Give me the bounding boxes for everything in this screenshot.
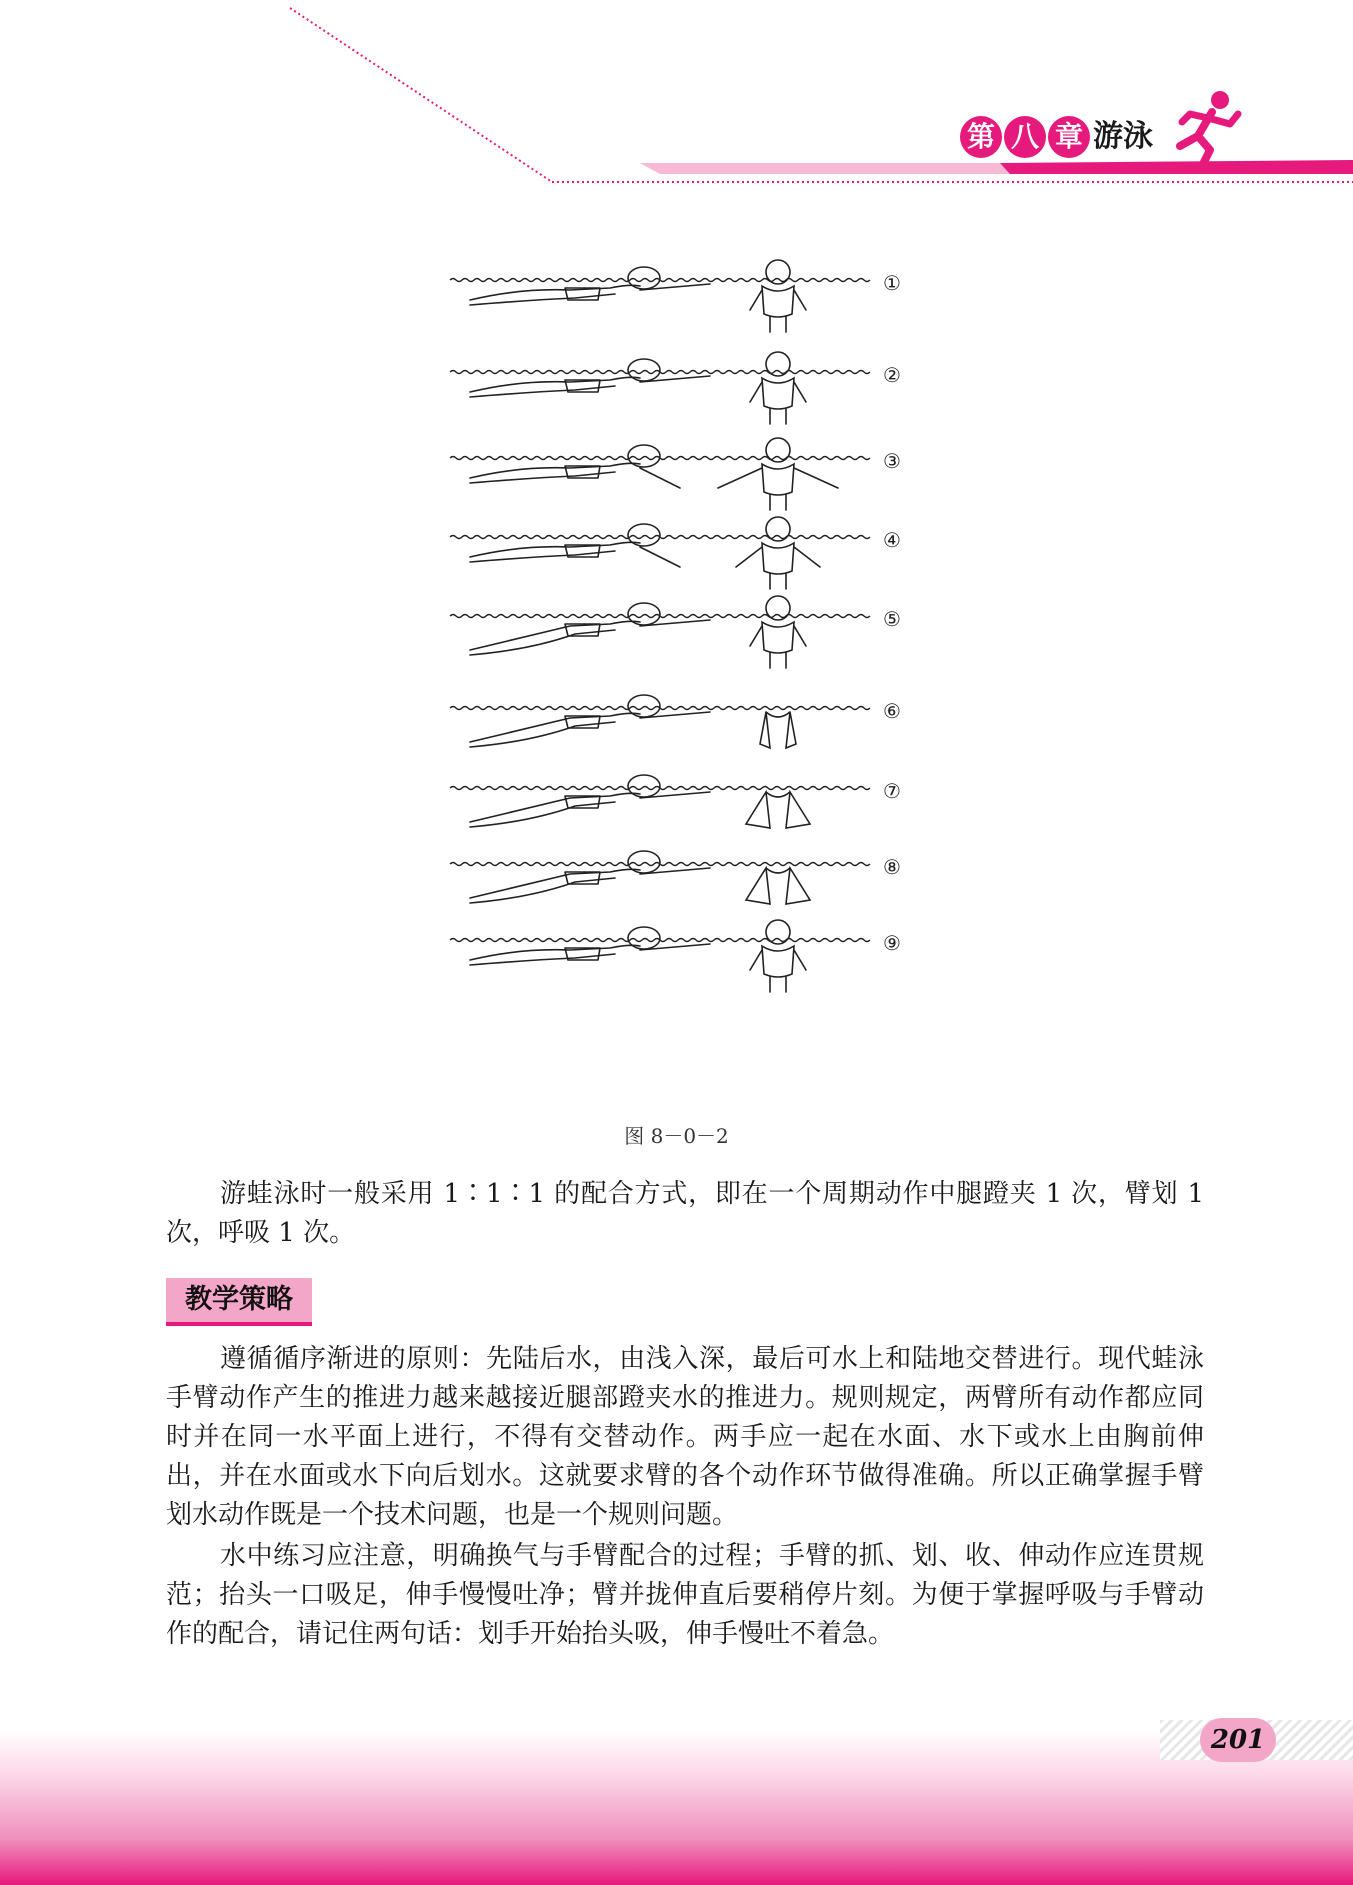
step-number: ⑥ <box>883 699 901 723</box>
front-hips <box>766 712 790 717</box>
stroke-step-4 <box>450 517 901 589</box>
front-left-arm <box>736 547 762 567</box>
swimmer-body <box>470 945 640 960</box>
front-left-arm <box>750 290 762 310</box>
page-number: 201 <box>1200 1718 1276 1762</box>
front-right-arm <box>794 290 806 310</box>
front-right-leg <box>786 868 810 904</box>
stroke-step-6 <box>450 695 901 748</box>
front-torso <box>762 946 794 977</box>
front-view-swimmer <box>750 260 806 332</box>
front-head <box>766 352 790 376</box>
swimmer-legs <box>470 722 615 747</box>
swimmer-body <box>470 285 640 300</box>
step-number: ① <box>883 271 901 295</box>
front-left-leg <box>760 712 770 748</box>
front-hips <box>766 792 790 797</box>
side-view-swimmer <box>470 775 710 827</box>
chapter-title: 游泳 <box>1093 119 1153 154</box>
swimmer-arm <box>640 792 710 798</box>
front-head <box>766 260 790 284</box>
swimmer-arm <box>640 868 710 874</box>
front-view-swimmer <box>750 352 806 424</box>
swimmer-legs <box>470 630 615 655</box>
front-view-swimmer <box>750 596 806 668</box>
stroke-step-9 <box>450 920 901 992</box>
stroke-step-3 <box>450 438 901 510</box>
front-right-arm <box>794 468 838 488</box>
front-right-leg <box>786 792 810 828</box>
swimmer-legs <box>470 802 615 827</box>
swimmer-body <box>470 869 640 898</box>
front-left-arm <box>750 382 762 402</box>
side-view-swimmer <box>470 695 710 747</box>
front-view-swimmer <box>760 712 796 748</box>
swimmer-arm <box>640 468 680 488</box>
chapter-char-3: 章 <box>1048 116 1090 158</box>
strategy-paragraph-2: 水中练习应注意，明确换气与手臂配合的过程；手臂的抓、划、收、伸动作应连贯规范；抬头一口吸足，伸手慢慢吐净；臂并拢伸直后要稍停片刻。为便于掌握呼吸与手臂动作的配合，请记住两句话：划手开始抬头吸，伸手慢吐不着急。 <box>166 1541 1204 1649</box>
front-legs <box>770 573 786 589</box>
step-number: ⑤ <box>883 607 901 631</box>
swimmer-arm <box>640 547 680 567</box>
front-right-arm <box>794 547 820 567</box>
side-view-swimmer <box>470 927 710 965</box>
front-right-arm <box>794 382 806 402</box>
front-right-arm <box>794 950 806 970</box>
front-torso <box>762 286 794 317</box>
front-left-arm <box>750 626 762 646</box>
front-legs <box>770 494 786 510</box>
swimmer-arm <box>640 712 710 718</box>
front-legs <box>770 408 786 424</box>
swimmer-arm <box>640 284 710 290</box>
front-torso <box>762 378 794 409</box>
side-view-swimmer <box>470 445 680 488</box>
side-view-swimmer <box>470 603 710 655</box>
front-legs <box>770 316 786 332</box>
stroke-step-7 <box>450 775 901 828</box>
front-view-swimmer <box>746 868 810 904</box>
front-head <box>766 920 790 944</box>
swimmer-body <box>470 542 640 557</box>
step-number: ⑧ <box>883 855 901 879</box>
front-right-arm <box>794 626 806 646</box>
chapter-char-2: 八 <box>1004 116 1046 158</box>
front-head <box>766 438 790 462</box>
front-view-swimmer <box>750 920 806 992</box>
figure-caption: 图 8－0－2 <box>624 1124 729 1148</box>
front-hips <box>766 868 790 873</box>
front-left-arm <box>718 468 762 488</box>
swimmer-arm <box>640 620 710 626</box>
strategy-paragraph-1: 遵循循序渐进的原则：先陆后水，由浅入深，最后可水上和陆地交替进行。现代蛙泳手臂动作产生的推进力越来越接近腿部蹬夹水的推进力。规则规定，两臂所有动作都应同时并在同一水平面上进行，不得有交替动作。两手应一起在水面、水下或水上由胸前伸出，并在水面或水下向后划水。这就要求臂的各个动作环节做得准确。所以正确掌握手臂划水动作既是一个技术问题，也是一个规则问题。 <box>166 1344 1204 1530</box>
side-view-swimmer <box>470 851 710 903</box>
front-head <box>766 596 790 620</box>
front-view-swimmer <box>746 792 810 828</box>
step-number: ③ <box>883 449 901 473</box>
stroke-step-1 <box>450 260 901 332</box>
front-legs <box>770 652 786 668</box>
side-view-swimmer <box>470 267 710 305</box>
front-torso <box>762 464 794 495</box>
step-number: ⑦ <box>883 779 901 803</box>
swimmer-body <box>470 377 640 392</box>
swimmer-body <box>470 621 640 650</box>
runner-icon <box>1172 88 1242 168</box>
breaststroke-sequence-figure <box>440 250 920 1110</box>
front-head <box>766 517 790 541</box>
step-number: ④ <box>883 528 901 552</box>
swimmer-body <box>470 713 640 742</box>
side-view-swimmer <box>470 359 710 397</box>
swimmer-body <box>470 463 640 478</box>
section-heading: 教学策略 <box>166 1278 312 1326</box>
front-torso <box>762 543 794 574</box>
front-left-leg <box>746 792 770 828</box>
side-view-swimmer <box>470 524 680 567</box>
page-footer-band <box>0 1730 1353 1885</box>
front-left-leg <box>746 868 770 904</box>
front-view-swimmer <box>736 517 820 589</box>
front-right-leg <box>786 712 796 748</box>
front-view-swimmer <box>718 438 838 510</box>
front-torso <box>762 622 794 653</box>
page-header-decoration <box>0 0 1353 200</box>
swimmer-body <box>470 793 640 822</box>
swimmer-arm <box>640 376 710 382</box>
front-left-arm <box>750 950 762 970</box>
step-number: ⑨ <box>883 931 901 955</box>
stroke-step-5 <box>450 596 901 668</box>
stroke-step-8 <box>450 851 901 904</box>
front-legs <box>770 976 786 992</box>
swimmer-arm <box>640 944 710 950</box>
chapter-char-1: 第 <box>960 116 1002 158</box>
step-number: ② <box>883 363 901 387</box>
intro-paragraph: 游蛙泳时一般采用 1∶1∶1 的配合方式，即在一个周期动作中腿蹬夹 1 次，臂划 1 次，呼吸 1 次。 <box>166 1179 1204 1248</box>
swimmer-legs <box>470 878 615 903</box>
stroke-step-2 <box>450 352 901 424</box>
